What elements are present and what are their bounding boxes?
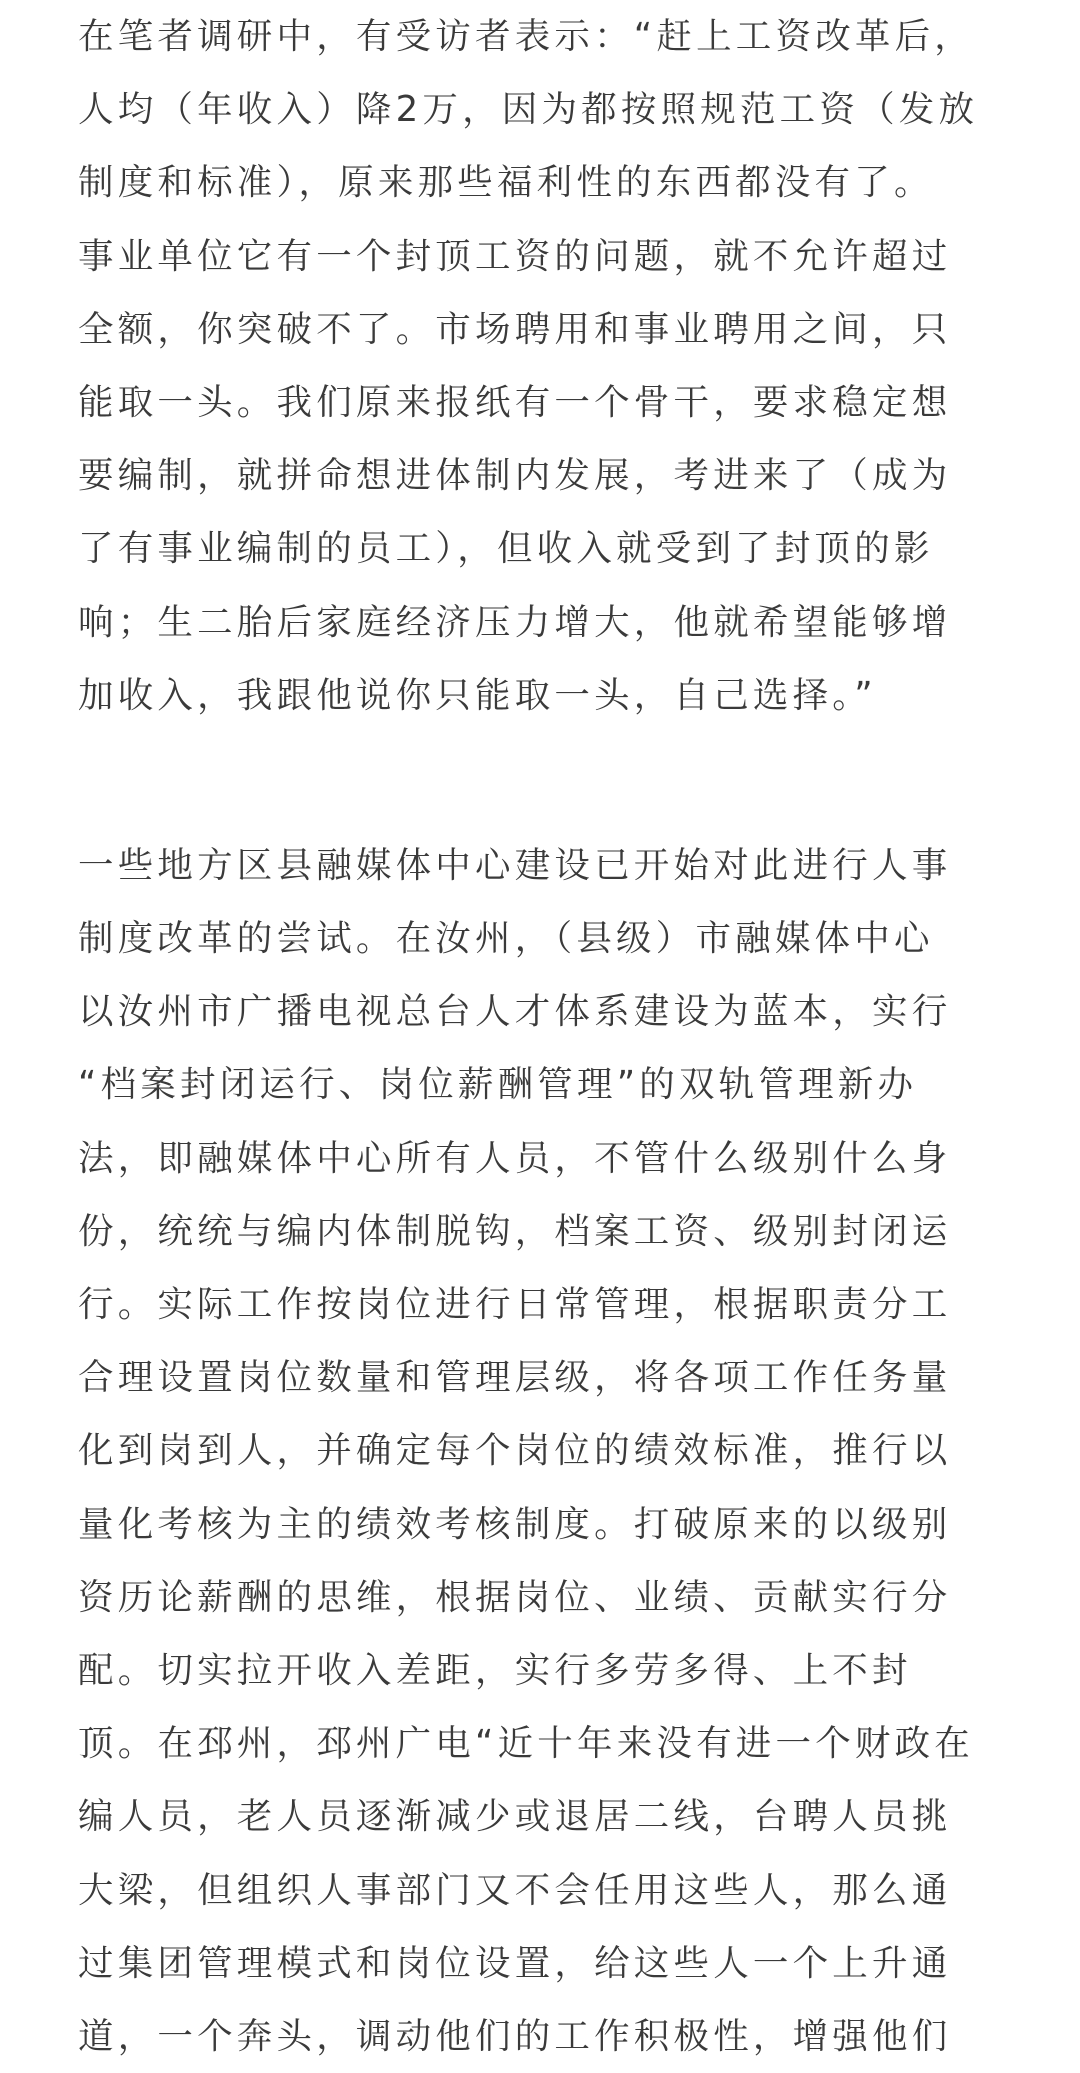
text-line: 了有事业编制的员工），但收入就受到了封顶的影 [78, 528, 934, 570]
paragraph-spacer [78, 732, 1008, 829]
text-line: 合理设置岗位数量和管理层级，将各项工作任务量 [78, 1357, 952, 1399]
text-line: 法，即融媒体中心所有人员，不管什么级别什么身 [78, 1137, 952, 1179]
text-line: 响；生二胎后家庭经济压力增大，他就希望能够增 [78, 601, 952, 643]
text-line: 配。切实拉开收入差距，实行多劳多得、上不封 [78, 1649, 912, 1691]
text-line: 在笔者调研中，有受访者表示：“赶上工资改革后， [78, 16, 974, 57]
text-line: 全额，你突破不了。市场聘用和事业聘用之间，只 [78, 308, 952, 350]
text-line: 过集团管理模式和岗位设置，给这些人一个上升通 [78, 1942, 952, 1984]
text-line: “档案封闭运行、岗位薪酬管理”的双轨管理新办 [78, 1064, 918, 1106]
text-line: 要编制，就拼命想进体制内发展，考进来了（成为 [78, 455, 952, 497]
paragraph-reform-cases [78, 829, 1008, 2073]
paragraph-interview-quote [78, 0, 1008, 732]
article-body [78, 0, 1008, 2073]
text-line: 道，一个奔头，调动他们的工作积极性，增强他们 [78, 2015, 952, 2057]
text-line: 加收入，我跟他说你只能取一头，自己选择。” [78, 674, 877, 716]
text-line: 化到岗到人，并确定每个岗位的绩效标准，推行以 [78, 1430, 952, 1472]
text-line: 份，统统与编内体制脱钩，档案工资、级别封闭运 [78, 1210, 952, 1252]
text-line: 顶。在邳州，邳州广电“近十年来没有进一个财政在 [78, 1723, 974, 1765]
text-line: 大梁，但组织人事部门又不会任用这些人，那么通 [78, 1869, 952, 1911]
text-line: 制度改革的尝试。在汝州，（县级）市融媒体中心 [78, 918, 934, 960]
text-line: 以汝州市广播电视总台人才体系建设为蓝本，实行 [78, 991, 952, 1033]
text-line: 事业单位它有一个封顶工资的问题，就不允许超过 [78, 235, 952, 277]
text-line: 资历论薪酬的思维，根据岗位、业绩、贡献实行分 [78, 1576, 952, 1618]
text-line: 编人员，老人员逐渐减少或退居二线，台聘人员挑 [78, 1796, 952, 1838]
text-line: 量化考核为主的绩效考核制度。打破原来的以级别 [78, 1503, 952, 1545]
text-line: 制度和标准），原来那些福利性的东西都没有了。 [78, 162, 934, 204]
text-line: 行。实际工作按岗位进行日常管理，根据职责分工 [78, 1284, 952, 1325]
text-line: 能取一头。我们原来报纸有一个骨干，要求稳定想 [78, 381, 952, 423]
text-line: 人均（年收入）降2万，因为都按照规范工资（发放 [78, 89, 979, 131]
text-line: 一些地方区县融媒体中心建设已开始对此进行人事 [78, 844, 952, 886]
